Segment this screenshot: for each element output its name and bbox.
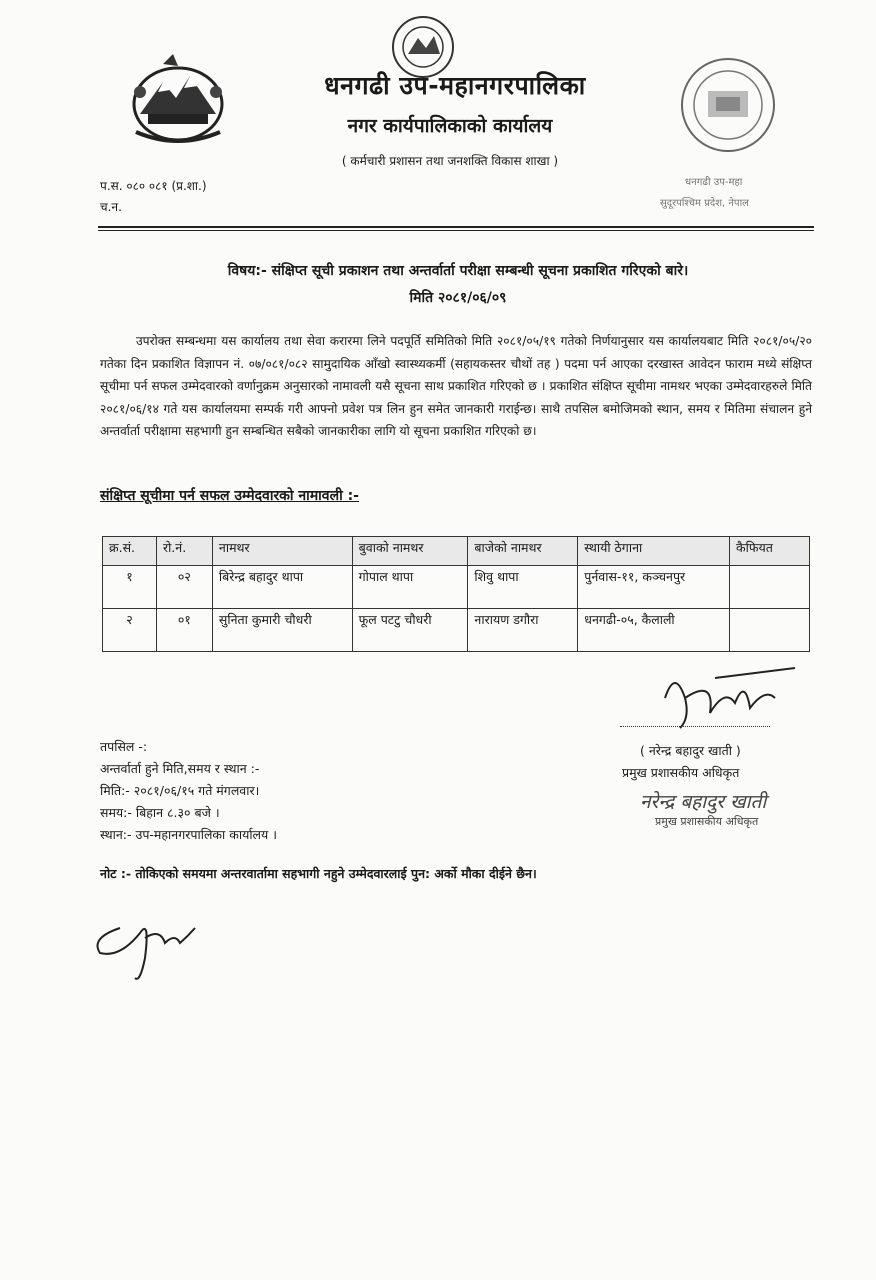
table-row [103,566,810,609]
officer-title: प्रमुख प्रशासकीय अधिकृत [622,765,740,780]
name-stamp: नरेन्द्र बहादुर खाती [640,791,767,813]
table-cell: नारायण डगौरा [468,609,578,652]
schedule-date: मिति:- २०८१/०६/१५ गते मंगलवार। [100,783,260,798]
table-cell: ०२ [156,566,212,609]
column-header: बुवाको नामथर [352,537,468,566]
title-stamp: प्रमुख प्रशासकीय अधिकृत [655,815,759,828]
column-header: कैफियत [730,537,810,566]
schedule-place: स्थान:- उप-महानगरपालिका कार्यालय । [100,827,277,842]
notice-date: मिति २०८१/०६/०९ [409,290,507,306]
table-cell: पुर्नवास-११, कञ्चनपुर [578,566,730,609]
officer-name: ( नरेन्द्र बहादुर खाती ) [640,743,741,758]
subject-line: विषय:- संक्षिप्त सूची प्रकाशन तथा अन्तर्वार्ता परीक्षा सम्बन्धी सूचना प्रकाशित गरिएको बारे। [227,263,689,279]
schedule-time: समय:- बिहान ८.३० बजे । [100,805,220,820]
table-cell: धनगढी-०५, कैलाली [578,609,730,652]
clerk-signature [80,898,200,988]
table-cell [730,566,810,609]
nepal-government-emblem-icon [118,52,238,152]
column-header: रो.नं. [156,537,212,566]
table-cell: शिवु थापा [468,566,578,609]
header-divider [98,226,814,228]
table-cell: ०१ [156,609,212,652]
table-cell: २ [103,609,157,652]
stamp-text-line1: धनगढी उप-महा [685,177,743,188]
table-cell: सुनिता कुमारी चौधरी [212,609,352,652]
office-subtitle: नगर कार्यपालिकाको कार्यालय [347,115,553,137]
stamp-text-line2: सुदूरपश्चिम प्रदेश, नेपाल [660,198,749,209]
table-cell [730,609,810,652]
header-divider-thin [98,230,814,231]
column-header: क्र.सं. [103,537,157,566]
candidate-table [102,536,810,652]
schedule-intro: अन्तर्वार्ता हुने मिति,समय र स्थान :- [100,761,260,776]
notice-note: नोट :- तोकिएको समयमा अन्तरवार्तामा सहभागी नहुने उम्मेदवारलाई पुन: अर्को मौका दीईने छैन। [100,866,537,881]
reference-number: प.स. ०८० ०८१ (प्र.शा.) [100,179,207,193]
table-cell: बिरेन्द्र बहादुर थापा [212,566,352,609]
schedule-block [100,736,277,846]
column-header: स्थायी ठेगाना [578,537,730,566]
column-header: बाजेको नामथर [468,537,578,566]
dispatch-number: च.न. [100,200,122,214]
table-header-row [103,537,810,566]
table-cell: गोपाल थापा [352,566,468,609]
signature-line [620,716,770,727]
office-title: धनगढी उप-महानगरपालिका [324,71,586,100]
notice-body: उपरोक्त सम्बन्धमा यस कार्यालय तथा सेवा करारमा लिने पदपूर्ति समितिको मिति २०८१/०५/१९ गतेको निर्णयानुसार यस कार्यालयबाट मिति २०८१/०५/२० गतेका दिन प्रकाशित विज्ञापन नं. ०७/०८१/०८२ सामुदायिक आँखो स्वास्थ्यकर्मी (सहायकस्तर चौथों तह ) पदमा पर्न आएका दरखास्त आवेदन फाराम मध्ये संक्षिप्त सूचीमा पर्न सफल उम्मेदवारको वर्णानुक्रम अनुसारको नामावली यसै सूचना साथ प्रकाशित गरिएको छ । प्रकाशित संक्षिप्त सूचीमा नामथर भएका उम्मेदवारहरुले मिति २०८१/०६/१४ गते यस कार्यालयमा सम्पर्क गरी आफ्नो प्रवेश पत्र लिन हुन समेत जानकारी गराईन्छ। साथै तपसिल बमोजिमको स्थान, समय र मितिमा संचालन हुने अन्तर्वार्ता परीक्षामा सहभागी हुन सम्बन्धित सबैको जानकारीका लागि यो सूचना प्रकाशित गरिएको छ। [100,334,812,438]
list-heading: संक्षिप्त सूचीमा पर्न सफल उम्मेदवारको नामावली :- [100,488,359,504]
table-cell: फूल पटटु चौधरी [352,609,468,652]
round-office-stamp-icon [678,55,778,155]
table-cell: १ [103,566,157,609]
table-row [103,609,810,652]
column-header: नामथर [212,537,352,566]
branch-name: ( कर्मचारी प्रशासन तथा जनशक्ति विकास शाखा ) [341,154,559,168]
schedule-heading: तपसिल -: [100,739,148,754]
